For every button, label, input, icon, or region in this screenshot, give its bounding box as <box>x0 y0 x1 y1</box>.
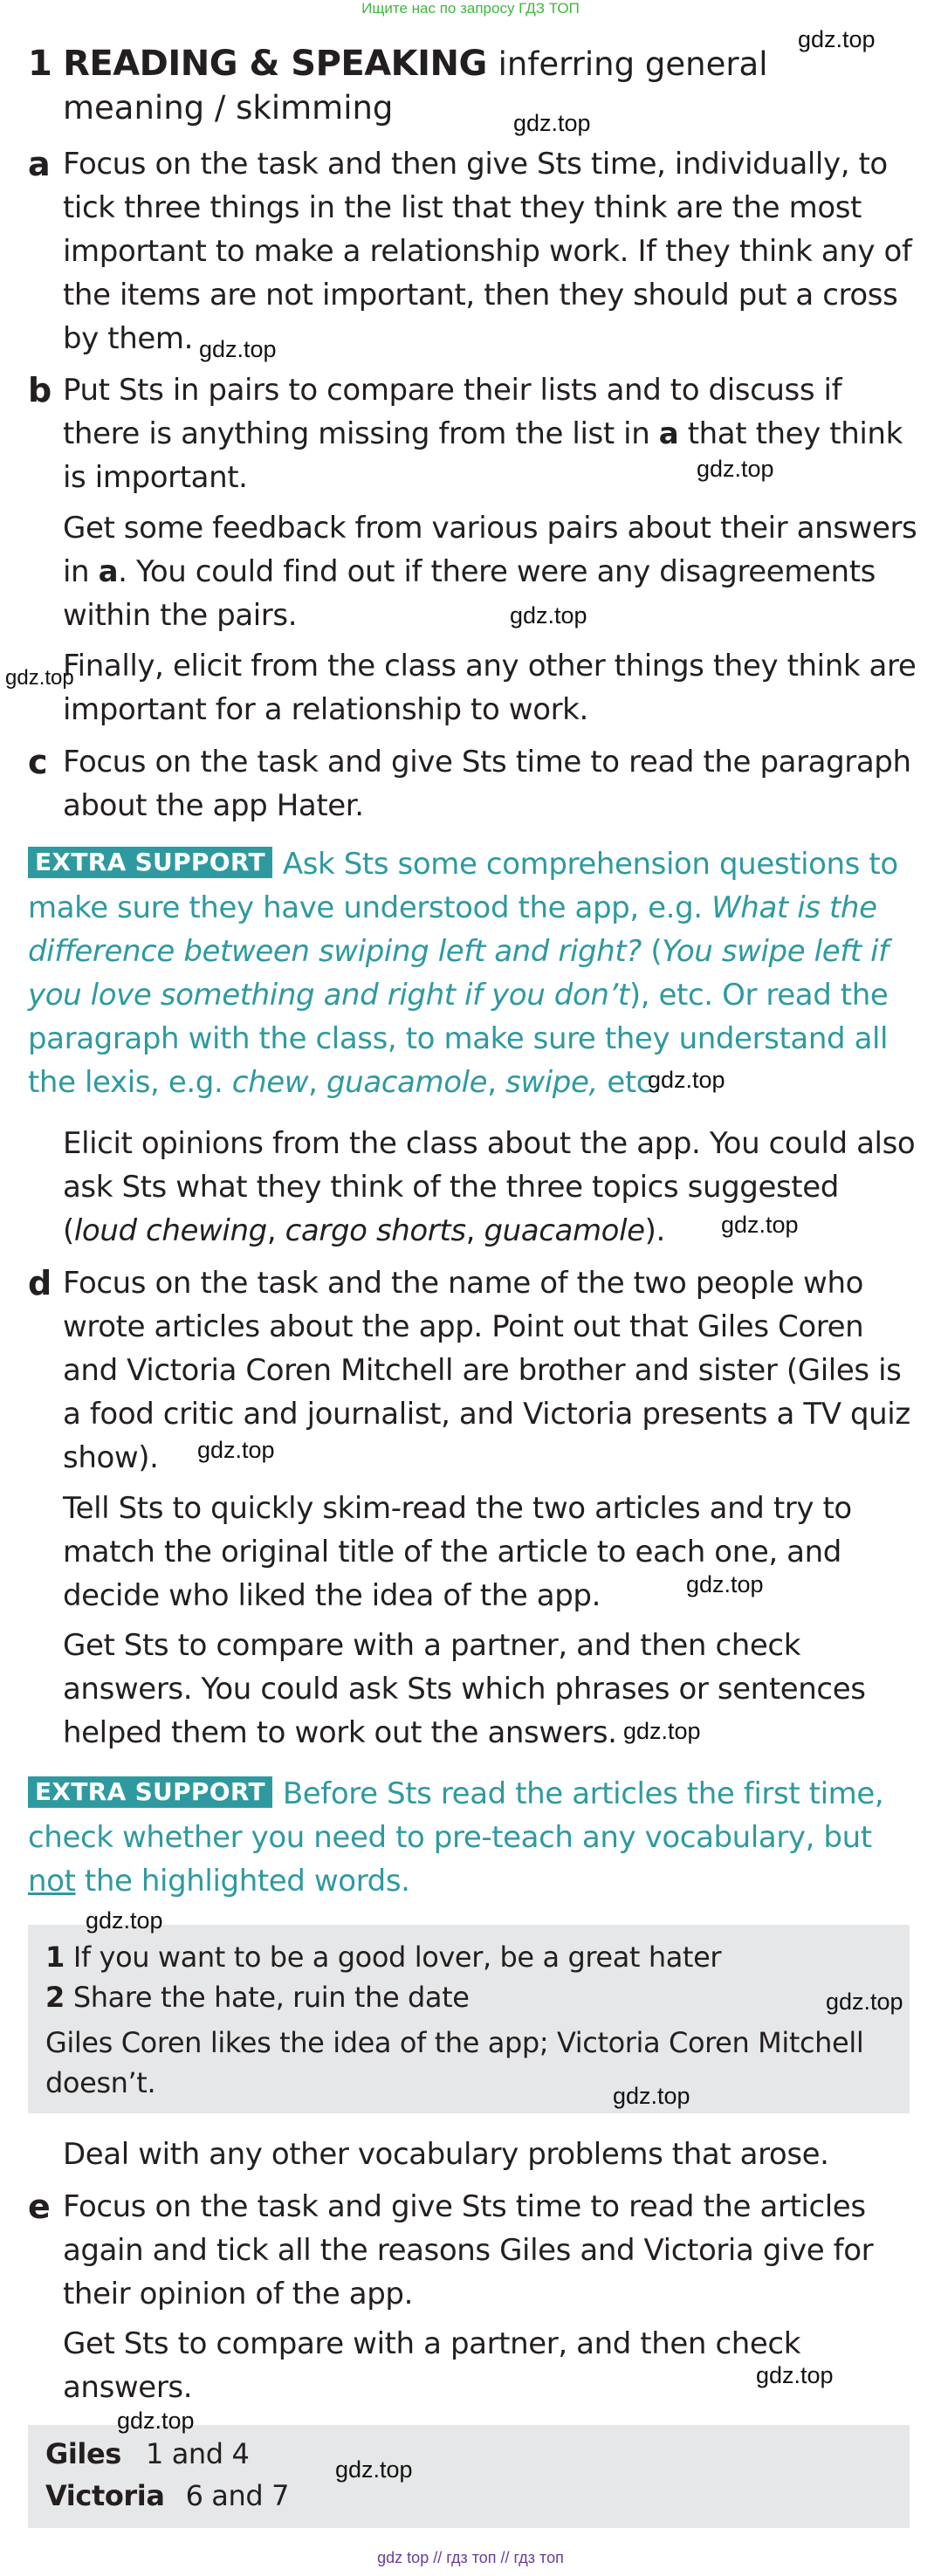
footer-links[interactable]: gdz top // гдз топ // гдз топ <box>377 2549 564 2566</box>
support1-text: ( <box>641 934 663 969</box>
topic-term: loud chewing <box>73 1213 267 1248</box>
support1-text: ), etc. Or read the paragraph with the class, to make sure they understand all the lexis, e.g. <box>28 978 889 1100</box>
answer-name: Victoria <box>45 2479 165 2512</box>
section-subheading-line <box>63 87 393 128</box>
section-heading <box>28 44 768 85</box>
item-c-letter: c <box>28 743 48 781</box>
item-b-p2-text: Get some feedback from various pairs about their answers in <box>63 511 917 589</box>
extra-support-label-2: EXTRA SUPPORT <box>28 1776 272 1808</box>
item-c-text: Focus on the task and give Sts time to read the paragraph about the app Hater. <box>63 745 911 823</box>
section-number: 1 <box>28 44 52 84</box>
item-d-letter: d <box>28 1264 52 1302</box>
answer-line-1 <box>45 1937 721 1977</box>
item-d-paragraph-1: Focus on the task and the name of the two people who wrote articles about the app. Point out that Giles Coren and Victoria Coren Mitchell are brother and sister (Giles is a food critic and journalist, and Victoria presents a TV quiz show). <box>63 1266 910 1475</box>
answer-giles <box>45 2434 249 2474</box>
item-b-p1-text-end: that they think is important. <box>63 416 903 495</box>
watermark: gdz.top <box>623 1718 701 1744</box>
vocabulary-note: Deal with any other vocabulary problems that arose. <box>63 2137 829 2172</box>
watermark: gdz.top <box>510 602 587 629</box>
item-a-text: Focus on the task and then give Sts time, individually, to tick three things in the list that they think are the most important to make a relationship work. If they think any of the items are not important, then they should put a cross by them. <box>63 147 912 356</box>
support1-text: , <box>487 1065 506 1100</box>
watermark: gdz.top <box>697 456 774 482</box>
answer-line-2 <box>45 1977 470 2017</box>
extra-support-box-2 <box>28 1772 901 1903</box>
answer-box-2 <box>28 2425 910 2528</box>
item-c2-text: ). <box>644 1213 665 1248</box>
item-b-paragraph-3: Finally, elicit from the class any other things they think are important for a relationship to work. <box>63 649 917 727</box>
answer-number: 2 <box>45 1981 65 2014</box>
watermark: gdz.top <box>199 336 277 362</box>
watermark: gdz.top <box>5 666 74 690</box>
item-b-paragraph-1 <box>63 368 918 499</box>
item-b-letter: b <box>28 371 52 409</box>
watermark: gdz.top <box>721 1212 799 1238</box>
section-subheading-2: meaning / skimming <box>63 89 394 127</box>
support1-text: , <box>308 1065 326 1100</box>
support1-answer: You swipe left if you love something and right if you don’t <box>28 934 889 1013</box>
item-b-p1-ref: a <box>658 416 679 451</box>
answer-text: If you want to be a good lover, be a great hater <box>72 1941 722 1974</box>
support1-question: What is the difference between swiping left and right? <box>28 890 877 969</box>
topic-term: guacamole <box>484 1213 645 1248</box>
item-c2-text: Elicit opinions from the class about the app. You could also ask Sts what they think of the three topics suggested ( <box>63 1126 916 1248</box>
answer-box-1 <box>28 1925 910 2113</box>
item-e-paragraph-2: Get Sts to compare with a partner, and then check answers. <box>63 2326 801 2405</box>
item-b-p1-text: Put Sts in pairs to compare their lists and to discuss if there is anything missing from the list in <box>63 373 842 451</box>
support1-text: etc. <box>597 1065 662 1100</box>
watermark: gdz.top <box>86 1907 163 1934</box>
item-a-letter: a <box>28 145 51 183</box>
answer-victoria <box>45 2476 289 2516</box>
watermark: gdz.top <box>117 2408 195 2434</box>
watermark: gdz.top <box>798 26 876 52</box>
watermark: gdz.top <box>648 1067 725 1093</box>
support1-word: chew <box>231 1065 309 1100</box>
answer-value: 1 and 4 <box>145 2437 250 2470</box>
watermark: gdz.top <box>826 1989 903 2015</box>
support1-text: Ask Sts some comprehension questions to make sure they have understood the app, e.g. <box>28 847 898 925</box>
answer-number: 1 <box>45 1941 65 1974</box>
extra-support-box-1 <box>28 842 901 1104</box>
support2-underlined-word: not <box>28 1864 76 1899</box>
watermark: gdz.top <box>756 2362 834 2388</box>
top-banner[interactable]: Ищите нас по запросу ГДЗ ТОП <box>361 0 580 17</box>
support1-word: guacamole <box>326 1065 488 1100</box>
item-e-letter: e <box>28 2188 51 2226</box>
item-b-p2-ref: a <box>98 554 119 589</box>
item-b-p2-text-end: . You could find out if there were any disagreements within the pairs. <box>63 554 876 633</box>
answer-value: 6 and 7 <box>185 2479 290 2512</box>
item-d-paragraph-2: Tell Sts to quickly skim-read the two articles and try to match the original title of the article to each one, and decide who liked the idea of the app. <box>63 1491 852 1613</box>
answer-text: Share the hate, ruin the date <box>72 1981 470 2014</box>
item-e-paragraph-1: Focus on the task and give Sts time to read the articles again and tick all the reasons Giles and Victoria give for their opinion of the app. <box>63 2189 874 2312</box>
topic-term: cargo shorts <box>285 1213 466 1248</box>
item-d-paragraph-3: Get Sts to compare with a partner, and then check answers. You could ask Sts which phrases or sentences helped them to work out the answers. <box>63 1628 866 1750</box>
extra-support-label-1: EXTRA SUPPORT <box>28 847 272 878</box>
section-title: READING & SPEAKING <box>63 44 487 84</box>
watermark: gdz.top <box>686 1571 764 1597</box>
watermark: gdz.top <box>513 110 591 136</box>
item-b-paragraph-2 <box>63 506 918 637</box>
watermark: gdz.top <box>197 1437 275 1463</box>
item-c2-text: , <box>266 1213 285 1248</box>
support1-word: swipe, <box>505 1065 598 1100</box>
section-subheading-1: inferring general <box>498 45 768 83</box>
answer-name: Giles <box>45 2437 121 2470</box>
watermark: gdz.top <box>335 2456 413 2483</box>
watermark: gdz.top <box>613 2083 690 2109</box>
support2-text: the highlighted words. <box>75 1864 410 1899</box>
answer-note: Giles Coren likes the idea of the app; Victoria Coren Mitchell doesn’t. <box>45 2026 864 2099</box>
support2-text: Before Sts read the articles the first time, check whether you need to pre-teach any vocabulary, but <box>28 1776 884 1855</box>
item-c2-text: , <box>465 1213 484 1248</box>
